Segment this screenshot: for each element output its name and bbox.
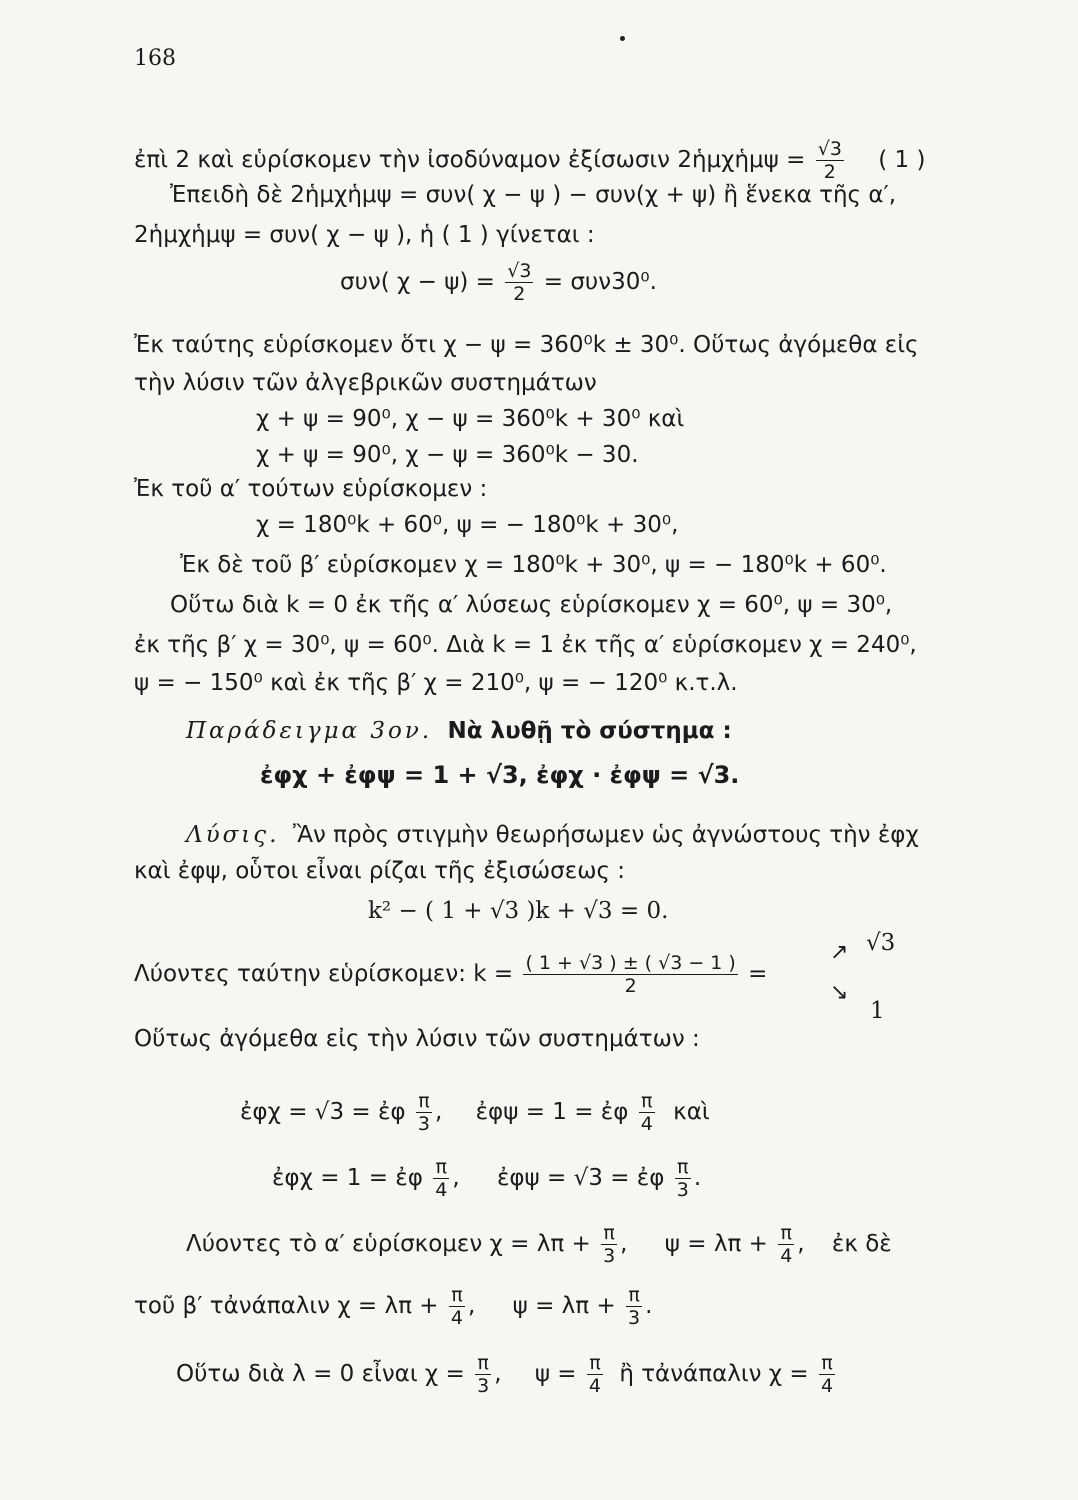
example-label: Παράδειγμα 3ον. [186,718,433,744]
fraction-denominator: 3 [417,1113,430,1135]
text-line-25 [134,1284,652,1329]
text-line-10: χ = 180⁰k + 60⁰, ψ = − 180⁰k + 30⁰, [256,512,679,538]
comma: , [797,1231,805,1257]
period: . [693,1165,702,1191]
line-22-a: ἐφχ = √3 = ἐφ [240,1099,406,1125]
comma: , [467,1293,476,1319]
fraction-denominator: 3 [676,1179,689,1201]
fraction-pi-over-3 [675,1156,691,1201]
fraction-numerator: π [675,1156,691,1179]
solution-line [186,820,919,850]
text-line-24 [186,1222,892,1267]
system-equations: ἐφχ + ἐφψ = 1 + √3, ἐφχ · ἐφψ = √3. [260,761,740,789]
line-24-b: ψ = λπ + [664,1231,768,1257]
fraction-denominator: 4 [450,1307,463,1329]
line-26-c: ἢ τἀνάπαλιν χ = [619,1361,809,1387]
fraction-numerator: π [587,1352,603,1375]
fraction-numerator: π [449,1284,465,1307]
fraction-numerator: π [433,1156,449,1179]
text-line-6: τὴν λύσιν τῶν ἀλγεβρικῶν συστημάτων [134,370,597,396]
text-line-22 [240,1090,710,1135]
line-4-right: = συν30⁰. [543,269,657,295]
equation-tag: ( 1 ) [878,147,926,173]
line-22-c: καὶ [673,1099,710,1125]
ink-speck [620,36,625,41]
period: . [645,1293,653,1319]
fraction-numerator: √3 [507,260,532,282]
fraction-pi-over-4 [587,1352,603,1397]
text-line-4 [340,260,657,305]
text-line-8: χ + ψ = 90⁰, χ − ψ = 360⁰k − 30. [256,442,639,468]
fraction-numerator: √3 [817,138,842,160]
solution-text: Ἂν πρὸς στιγμὴν θεωρήσωμεν ὡς ἀγνώστους τὴν ἐφχ [292,822,919,848]
line-23-b: ἐφψ = √3 = ἐφ [496,1165,665,1191]
fraction-denominator: 2 [513,283,526,305]
root-bottom: 1 [870,998,885,1024]
line-26-b: ψ = [534,1361,577,1387]
comma: , [434,1099,443,1125]
page-number: 168 [134,46,176,71]
fraction-denominator: 3 [603,1245,616,1267]
fraction-sqrt3-over-2 [816,138,844,183]
comma: , [494,1361,502,1387]
line-24-c: ἐκ δὲ [831,1231,892,1257]
fraction-numerator: π [778,1222,794,1245]
text-line-5: Ἐκ ταύτης εὑρίσκομεν ὅτι χ − ψ = 360⁰k ± 30⁰. Οὕτως ἀγόμεθα εἰς [134,332,919,358]
arrow-up-icon: ↗ [830,940,849,965]
text-line-9: Ἐκ τοῦ α′ τούτων εὑρίσκομεν : [134,476,488,502]
text-line-23 [272,1156,701,1201]
text-line-14: ψ = − 150⁰ καὶ ἐκ τῆς β′ χ = 210⁰, ψ = − 120⁰ κ.τ.λ. [134,670,738,696]
text-line-13: ἐκ τῆς β′ χ = 30⁰, ψ = 60⁰. Διὰ k = 1 ἐκ τῆς α′ εὑρίσκομεν χ = 240⁰, [134,632,917,658]
comma: , [620,1231,628,1257]
fraction-denominator: 4 [820,1375,834,1397]
fraction-denominator: 3 [628,1307,641,1329]
line-22-b: ἐφψ = 1 = ἐφ [475,1099,629,1125]
text-line-21: Οὕτως ἀγόμεθα εἰς τὴν λύσιν τῶν συστημάτων : [134,1026,700,1052]
text-line-18: καὶ ἐφψ, οὗτοι εἶναι ρίζαι τῆς ἐξισώσεως : [134,858,626,884]
fraction-pi-over-3 [626,1284,642,1329]
line-20-text: Λύοντες ταύτην εὑρίσκομεν: k = [134,961,514,987]
fraction-quadratic-roots [523,952,737,997]
fraction-pi-over-4 [433,1156,449,1201]
equals-sign: = [748,961,768,987]
fraction-pi-over-3 [416,1090,432,1135]
fraction-denominator: 4 [435,1179,448,1201]
line-25-a: τοῦ β′ τἀνάπαλιν χ = λπ + [134,1293,439,1319]
text-line-1 [134,138,925,183]
text-line-20 [134,952,767,997]
fraction-numerator: π [416,1090,432,1113]
fraction-pi-over-4 [778,1222,794,1267]
fraction-pi-over-3 [475,1352,491,1397]
text-line-3: 2ἡμχἡμψ = συν( χ − ψ ), ἡ ( 1 ) γίνεται : [134,222,595,248]
text-line-7: χ + ψ = 90⁰, χ − ψ = 360⁰k + 30⁰ καὶ [256,406,685,432]
fraction-denominator: 2 [624,975,637,997]
solution-label: Λύσις. [186,822,280,848]
fraction-denominator: 4 [780,1245,793,1267]
line-1-text: ἐπὶ 2 καὶ εὑρίσκομεν τὴν ἰσοδύναμον ἐξίσωσιν 2ἡμχἡμψ = [134,147,806,173]
fraction-numerator: π [601,1222,617,1245]
text-line-2: Ἐπειδὴ δὲ 2ἡμχἡμψ = συν( χ − ψ ) − συν(χ + ψ) ἢ ἕνεκα τῆς α′, [170,182,897,208]
fraction-denominator: 4 [640,1113,653,1135]
fraction-pi-over-4 [819,1352,835,1397]
fraction-denominator: 4 [588,1375,601,1397]
fraction-numerator: ( 1 + √3 ) ± ( √3 − 1 ) [525,952,736,974]
line-4-left: συν( χ − ψ) = [340,269,495,295]
comma: , [452,1165,460,1191]
text-line-11: Ἐκ δὲ τοῦ β′ εὑρίσκομεν χ = 180⁰k + 30⁰, ψ = − 180⁰k + 60⁰. [180,552,887,578]
fraction-denominator: 3 [477,1375,490,1397]
fraction-numerator: π [475,1352,491,1375]
line-24-a: Λύοντες τὸ α′ εὑρίσκομεν χ = λπ + [186,1231,591,1257]
quadratic-equation: k² − ( 1 + √3 )k + √3 = 0. [368,898,669,924]
arrow-down-icon: ↘ [830,980,849,1005]
example-statement: Νὰ λυθῇ τὸ σύστημα : [447,718,732,744]
fraction-sqrt3-over-2-b [505,260,533,305]
line-25-b: ψ = λπ + [512,1293,616,1319]
fraction-numerator: π [626,1284,642,1307]
example-heading [186,716,732,746]
line-23-a: ἐφχ = 1 = ἐφ [272,1165,423,1191]
line-26-a: Οὕτω διὰ λ = 0 εἶναι χ = [176,1361,465,1387]
fraction-denominator: 2 [823,161,836,183]
fraction-pi-over-4 [639,1090,655,1135]
text-line-12: Οὕτω διὰ k = 0 ἐκ τῆς α′ λύσεως εὑρίσκομεν χ = 60⁰, ψ = 30⁰, [170,592,893,618]
fraction-numerator: π [819,1352,835,1375]
text-line-26 [176,1352,838,1397]
fraction-pi-over-3 [601,1222,617,1267]
root-top: √3 [866,930,896,956]
fraction-numerator: π [639,1090,655,1113]
fraction-pi-over-4 [449,1284,465,1329]
